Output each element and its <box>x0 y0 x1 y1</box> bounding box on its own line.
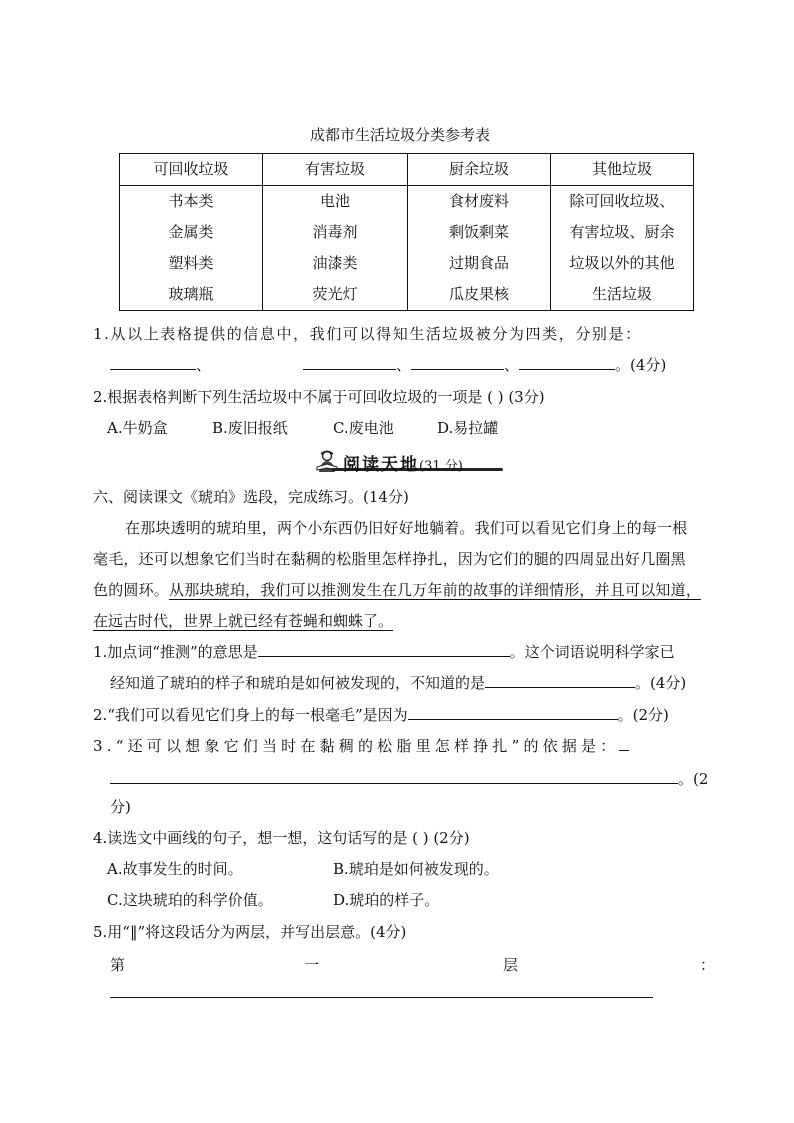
answer-blank[interactable] <box>485 672 635 688</box>
table-header-cell: 其他垃圾 <box>551 154 694 186</box>
table-cell-item: 除可回收垃圾、 <box>569 192 675 210</box>
option-d[interactable]: D.琥珀的样子。 <box>333 891 440 909</box>
layer-label-char: 第 <box>110 956 126 974</box>
passage-line: 毫毛，还可以想象它们当时在黏稠的松脂里怎样挣扎，因为它们的腿的四周显出好几圈黑 <box>93 550 686 568</box>
question-6-5: 5.用“‖”将这段话分为两层，并写出层意。(4分) <box>93 923 407 941</box>
question-5-2: 2.根据表格判断下列生活垃圾中不属于可回收垃圾的一项是 ( ) (3分) <box>93 388 545 406</box>
garbage-classification-table <box>119 153 694 311</box>
question-6-3-cont: 。(2 <box>110 768 708 789</box>
separator: 、 <box>196 356 212 374</box>
table-cell-other <box>551 186 694 311</box>
answer-blank[interactable] <box>411 354 504 370</box>
option-a[interactable]: A.故事发生的时间。 <box>107 860 243 878</box>
table-cell-item: 金属类 <box>168 223 214 241</box>
option-d[interactable]: D.易拉罐 <box>437 419 499 437</box>
section-heading: 阅读天地(31 分) <box>343 455 463 475</box>
section-title-reading <box>313 450 503 474</box>
layer-label-char: 一 <box>304 956 320 974</box>
table-cell-item: 电池 <box>319 192 350 210</box>
question-6-3: 3.“还可以想象它们当时在黏稠的松脂里怎样挣扎”的依据是： <box>93 735 629 756</box>
answer-line[interactable] <box>110 983 653 998</box>
passage-line: 色的圆环。从那块琥珀，我们可以推测发生在几万年前的故事的详细情形，并且可以知道， <box>93 581 702 599</box>
separator: 、 <box>504 356 520 374</box>
table-cell-hazardous <box>263 186 408 311</box>
table-cell-item: 消毒剂 <box>312 223 358 241</box>
q1-score: 。(4分) <box>615 356 667 374</box>
underlined-sentence: 在远古时代，世界上就已经有苍蝇和蜘蛛了。 <box>93 612 394 630</box>
table-cell-item: 生活垃圾 <box>591 285 652 303</box>
table-cell-item: 塑料类 <box>168 254 214 272</box>
table-cell-item: 有害垃圾、厨余 <box>569 223 675 241</box>
answer-blank[interactable] <box>303 354 396 370</box>
table-cell-recyclable <box>120 186 263 311</box>
separator: 、 <box>396 356 412 374</box>
table-cell-item: 过期食品 <box>448 254 509 272</box>
option-c[interactable]: C.这块琥珀的科学价值。 <box>107 891 273 909</box>
option-a[interactable]: A.牛奶盒 <box>107 419 168 437</box>
table-cell-item: 书本类 <box>168 192 214 210</box>
table-header-cell: 可回收垃圾 <box>120 154 263 186</box>
table-cell-item: 玻璃瓶 <box>168 285 214 303</box>
question-6-2: 2.“我们可以看见它们身上的每一根毫毛”是因为 。(2分) <box>93 706 669 724</box>
table-cell-kitchen <box>408 186 551 311</box>
table-cell-item: 食材废料 <box>448 192 509 210</box>
answer-blank[interactable] <box>110 354 196 370</box>
table-cell-item: 荧光灯 <box>312 285 358 303</box>
table-cell-item: 油漆类 <box>312 254 358 272</box>
table-title: 成都市生活垃圾分类参考表 <box>310 126 491 144</box>
answer-blank[interactable] <box>110 768 678 784</box>
answer-blank[interactable] <box>619 735 629 751</box>
layer-label-char: ： <box>700 956 716 974</box>
passage-line: 在那块透明的琥珀里，两个小东西仍旧好好地躺着。我们可以看见它们身上的每一根 <box>125 519 688 537</box>
answer-blank[interactable] <box>408 704 618 720</box>
table-header-cell: 有害垃圾 <box>263 154 408 186</box>
table-header-cell: 厨余垃圾 <box>408 154 551 186</box>
underlined-sentence: 从那块琥珀，我们可以推测发生在几万年前的故事的详细情形，并且可以知道， <box>169 581 702 599</box>
table-row <box>120 186 694 311</box>
question-5-1: 1.从以上表格提供的信息中，我们可以得知生活垃圾被分为四类，分别是： <box>93 325 642 343</box>
question-6-1: 1.加点词“推测”的意思是 。这个词语说明科学家已 <box>93 643 675 661</box>
option-c[interactable]: C.废电池 <box>333 419 394 437</box>
answer-blank[interactable] <box>519 354 615 370</box>
table-header-row <box>120 154 694 186</box>
table-cell-item: 瓜皮果核 <box>448 285 509 303</box>
layer-label-char: 层 <box>503 956 519 974</box>
table-cell-item: 剩饭剩菜 <box>448 223 509 241</box>
question-6-3-score: 分) <box>110 798 131 816</box>
question-6-4: 4.读选文中画线的句子，想一想，这句话写的是 ( ) (2分) <box>93 829 470 847</box>
question-5-1-blanks <box>110 354 666 375</box>
option-b[interactable]: B.琥珀是如何被发现的。 <box>333 860 499 878</box>
option-b[interactable]: B.废旧报纸 <box>212 419 288 437</box>
part-6-heading: 六、阅读课文《琥珀》选段，完成练习。(14分) <box>93 488 409 506</box>
answer-blank[interactable] <box>258 641 510 657</box>
question-6-1-cont: 经知道了琥珀的样子和琥珀是如何被发现的，不知道的是 。(4分) <box>110 674 687 692</box>
passage-line <box>93 610 393 631</box>
table-cell-item: 垃圾以外的其他 <box>569 254 675 272</box>
